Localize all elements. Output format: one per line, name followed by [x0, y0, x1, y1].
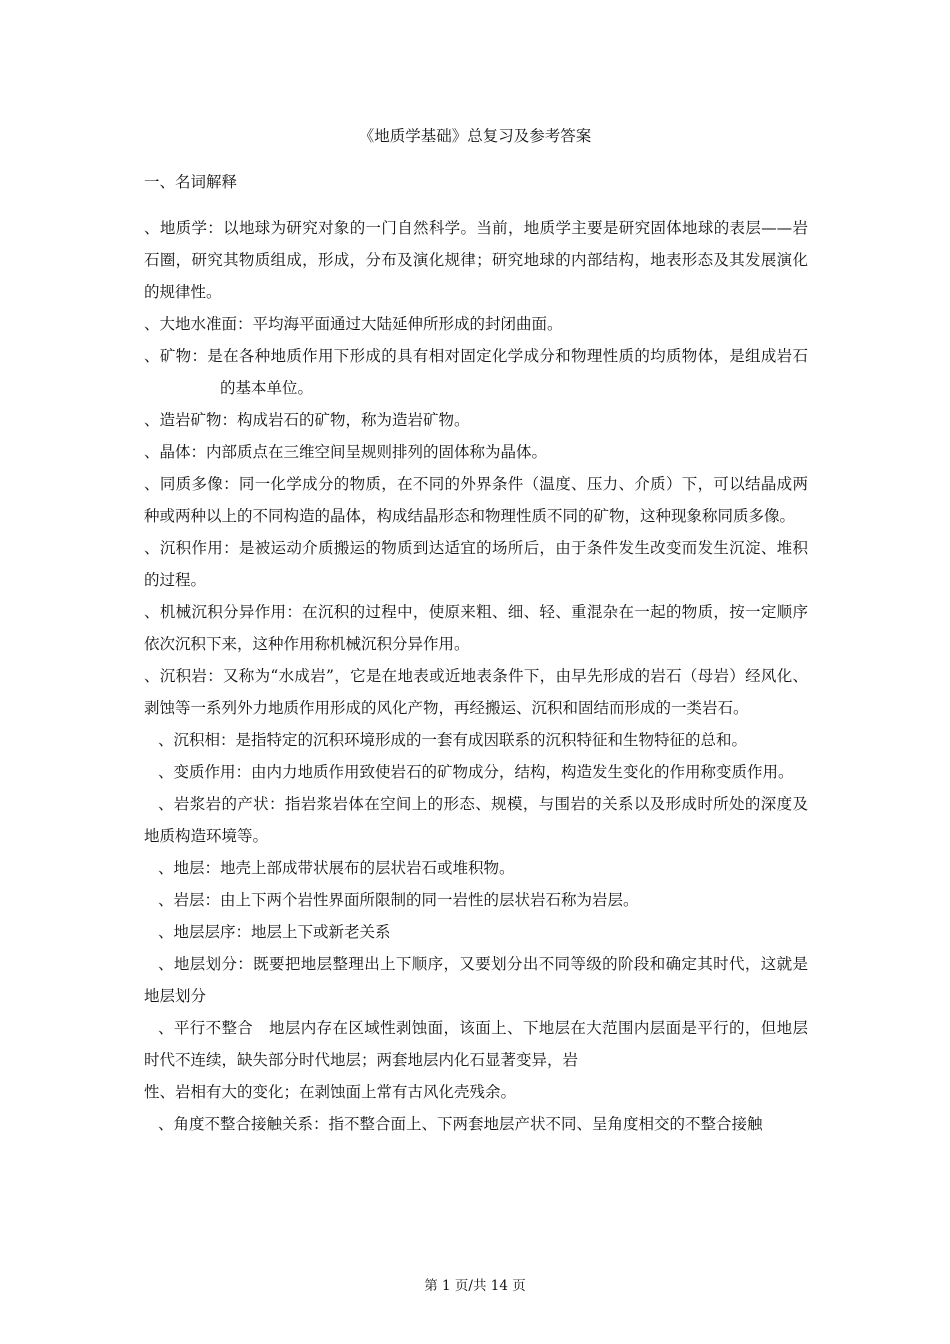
definition-stratum: 、地层：地壳上部成带状展布的层状岩石或堆积物。: [158, 859, 515, 877]
definition-disconformity-continued: 性、岩相有大的变化；在剥蚀面上常有古风化壳残余。: [144, 1083, 517, 1101]
definition-igneous-occurrence: 、岩浆岩的产状：指岩浆岩体在空间上的形态、规模，与围岩的关系以及形成时所处的深度及地质构造环境等。: [144, 795, 808, 845]
definition-disconformity: 、平行不整合 地层内存在区域性剥蚀面，该面上、下地层在大范围内层面是平行的，但地层时代不连续，缺失部分时代地层；两套地层内化石显著变异，岩: [144, 1019, 808, 1069]
definition-sedimentation: 、沉积作用：是被运动介质搬运的物质到达适宜的场所后，由于条件发生改变而发生沉淀、堆积的过程。: [144, 539, 808, 589]
definition-sedimentary-facies: 、沉积相：是指特定的沉积环境形成的一套有成因联系的沉积特征和生物特征的总和。: [158, 731, 748, 749]
definition-angular-unconformity: 、角度不整合接触关系：指不整合面上、下两套地层产状不同、呈角度相交的不整合接触: [158, 1115, 763, 1133]
definition-stratigraphic-division: 、地层划分：既要把地层整理出上下顺序，又要划分出不同等级的阶段和确定其时代，这就是地层划分: [144, 955, 808, 1005]
definition-rock-layer: 、岩层：由上下两个岩性界面所限制的同一岩性的层状岩石称为岩层。: [158, 891, 639, 909]
definition-crystal: 、晶体：内部质点在三维空间呈规则排列的固体称为晶体。: [144, 443, 548, 461]
definitions-list: [144, 212, 808, 1140]
page-footer: 第 1 页/共 14 页: [424, 1278, 526, 1294]
definition-polymorphism: 、同质多像：同一化学成分的物质，在不同的外界条件（温度、压力、介质）下，可以结晶成两种或两种以上的不同构造的晶体，构成结晶形态和物理性质不同的矿物，这种现象称同质多像。: [144, 475, 808, 525]
document-title: 《地质学基础》总复习及参考答案: [358, 127, 592, 145]
definition-stratigraphic-sequence: 、地层层序：地层上下或新老关系: [158, 923, 391, 941]
definition-rock-forming-mineral: 、造岩矿物：构成岩石的矿物，称为造岩矿物。: [144, 411, 470, 429]
definition-metamorphism: 、变质作用：由内力地质作用致使岩石的矿物成分，结构，构造发生变化的作用称变质作用。: [158, 763, 794, 781]
definition-geology: 、地质学：以地球为研究对象的一门自然科学。当前，地质学主要是研究固体地球的表层——岩石圈，研究其物质组成，形成，分布及演化规律；研究地球的内部结构，地表形态及其发展演化的规律性。: [144, 219, 808, 301]
definition-geoid: 、大地水准面：平均海平面通过大陆延伸所形成的封闭曲面。: [144, 315, 563, 333]
section-heading: 一、名词解释: [144, 173, 238, 191]
definition-mineral: 、矿物：是在各种地质作用下形成的具有相对固定化学成分和物理性质的均质物体，是组成岩石的基本单位。: [144, 347, 808, 397]
definition-mechanical-differentiation: 、机械沉积分异作用：在沉积的过程中，使原来粗、细、轻、重混杂在一起的物质，按一定顺序依次沉积下来，这种作用称机械沉积分异作用。: [144, 603, 808, 653]
definition-sedimentary-rock: 、沉积岩：又称为“水成岩”，它是在地表或近地表条件下，由早先形成的岩石（母岩）经风化、剥蚀等一系列外力地质作用形成的风化产物，再经搬运、沉积和固结而形成的一类岩石。: [144, 667, 808, 717]
